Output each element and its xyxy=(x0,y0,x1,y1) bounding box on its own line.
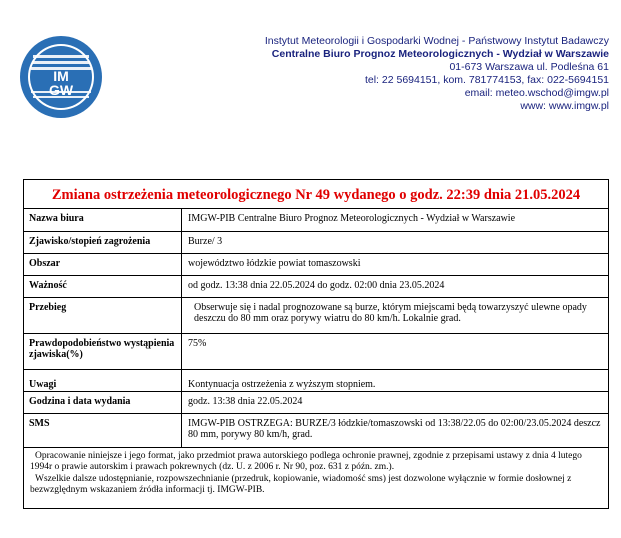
header-line-www[interactable]: www: www.imgw.pl xyxy=(520,100,609,112)
table-row xyxy=(24,413,608,447)
header-line-bureau: Centralne Biuro Prognoz Meteorologicznych - Wydział w Warszawie xyxy=(271,48,609,60)
header-line-email[interactable]: email: meteo.wschod@imgw.pl xyxy=(464,87,609,99)
row-label: SMS xyxy=(24,413,182,447)
row-label: Prawdopodobieństwo wystąpienia zjawiska(%) xyxy=(24,333,182,369)
warning-card xyxy=(23,179,609,509)
table-row xyxy=(24,391,608,413)
institution-header xyxy=(265,35,609,113)
table-row xyxy=(24,369,608,391)
table-row xyxy=(24,253,608,275)
row-label: Zjawisko/stopień zagrożenia xyxy=(24,231,182,253)
header-line-phone: tel: 22 5694151, kom. 781774153, fax: 022-5694151 xyxy=(364,74,609,86)
logo-text-top: IM xyxy=(53,68,69,84)
distribution-paragraph: Wszelkie dalsze udostępnianie, rozpowszechnianie (przedruk, kopiowanie, wiadomość sms) jest dozwolone wyłącznie w formie dosłownej z bezwzględnym wskazaniem źródła informacji tj. IMGW-PIB. xyxy=(30,473,572,495)
row-value: Burze/ 3 xyxy=(182,231,609,253)
row-value: Kontynuacja ostrzeżenia z wyższym stopniem. xyxy=(182,369,609,391)
row-value: Obserwuje się i nadal prognozowane są burze, którym miejscami będą towarzyszyć ulewne opady deszczu do 80 mm oraz porywy wiatru do 80 km/h. Lokalnie grad. xyxy=(182,297,609,333)
warning-table xyxy=(24,209,608,448)
row-value: IMGW-PIB OSTRZEGA: BURZE/3 łódzkie/tomaszowski od 13:38/22.05 do 02:00/23.05.2024 deszcz 80 mm, porywy 80 km/h, grad. xyxy=(182,413,609,447)
row-value: województwo łódzkie powiat tomaszowski xyxy=(182,253,609,275)
row-value: godz. 13:38 dnia 22.05.2024 xyxy=(182,391,609,413)
row-label: Obszar xyxy=(24,253,182,275)
row-label: Uwagi xyxy=(24,369,182,391)
logo-text-bottom: GW xyxy=(48,82,74,98)
warning-title: Zmiana ostrzeżenia meteorologicznego Nr 49 wydanego o godz. 22:39 dnia 21.05.2024 xyxy=(24,180,608,209)
row-label: Nazwa biura xyxy=(24,209,182,231)
copyright-paragraph: Opracowanie niniejsze i jego format, jako przedmiot prawa autorskiego podlega ochronie prawnej, zgodnie z przepisami ustawy z dnia 4 lutego 1994r o prawie autorskim i prawach pokrewnych (dz. U. z 2006 r. Nr 90, poz. 631 z późn. zm.). xyxy=(30,450,582,472)
imgw-logo xyxy=(19,35,103,119)
row-label: Przebieg xyxy=(24,297,182,333)
copyright-note xyxy=(24,448,608,497)
table-row xyxy=(24,209,608,231)
row-label: Godzina i data wydania xyxy=(24,391,182,413)
row-value: IMGW-PIB Centralne Biuro Prognoz Meteorologicznych - Wydział w Warszawie xyxy=(182,209,609,231)
table-row xyxy=(24,333,608,369)
row-value: 75% xyxy=(182,333,609,369)
header-line-institute: Instytut Meteorologii i Gospodarki Wodnej - Państwowy Instytut Badawczy xyxy=(264,35,609,47)
header-line-address: 01-673 Warszawa ul. Podleśna 61 xyxy=(449,61,609,73)
row-label: Ważność xyxy=(24,275,182,297)
row-value: od godz. 13:38 dnia 22.05.2024 do godz. 02:00 dnia 23.05.2024 xyxy=(182,275,609,297)
table-row xyxy=(24,297,608,333)
table-row xyxy=(24,231,608,253)
table-row xyxy=(24,275,608,297)
